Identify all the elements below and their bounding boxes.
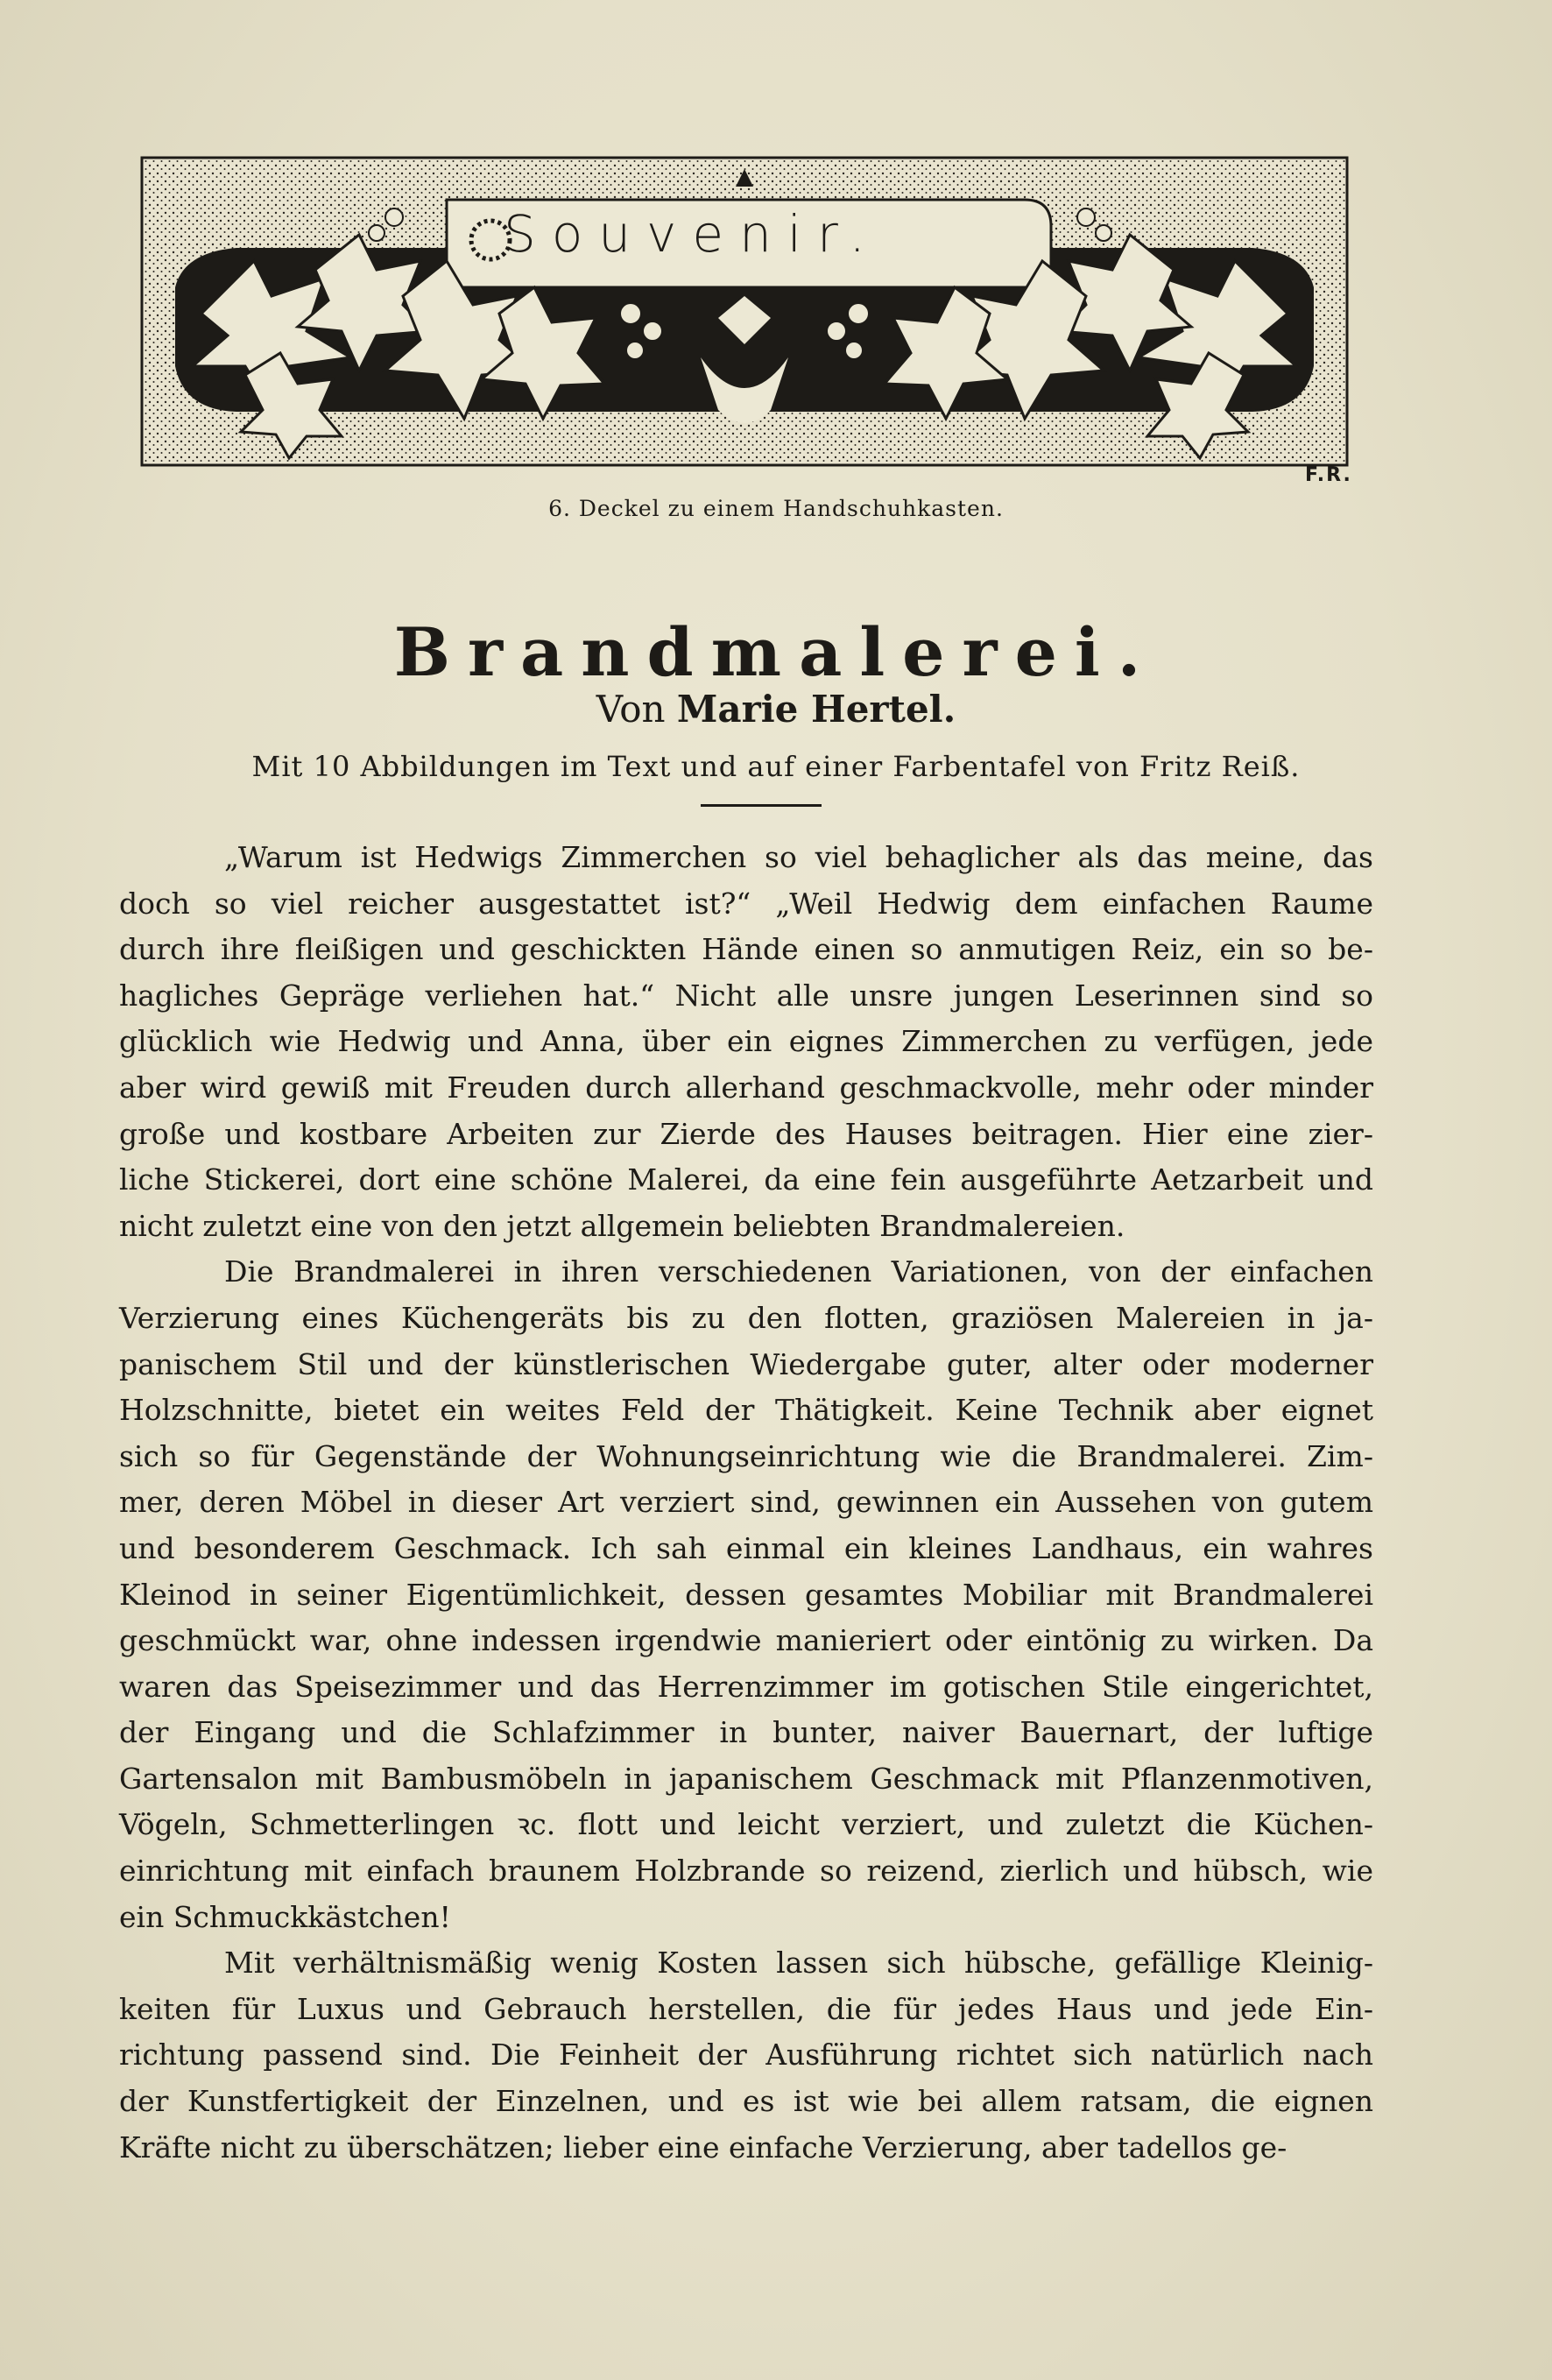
paragraph	[119, 835, 1373, 1249]
text-line: Die Brandmalerei in ihren verschiedenen Variationen, von der einfachen	[224, 1254, 1373, 1289]
text-line: waren das Speisezimmer und das Herrenzimmer im gotischen Stile eingerichtet,	[119, 1669, 1373, 1704]
figure-caption: 6. Deckel zu einem Handschuhkasten.	[548, 496, 1004, 521]
text-line: einrichtung mit einfach braunem Holzbrande so reizend, zierlich und hübsch, wie	[119, 1854, 1373, 1889]
text-line: der Kunstfertigkeit der Einzelnen, und es ist wie bei allem ratsam, die eignen	[119, 2084, 1373, 2119]
text-line: sich so für Gegenstände der Wohnungseinrichtung wie die Brandmalerei. Zim-	[119, 1438, 1373, 1473]
text-line: hagliches Gepräge verliehen hat.“ Nicht alle unsre jungen Leserinnen sind so	[119, 978, 1373, 1013]
text-line: und besonderem Geschmack. Ich sah einmal ein kleines Landhaus, ein wahres	[119, 1530, 1373, 1565]
text-line: nicht zuletzt eine von den jetzt allgemein beliebten Brandmalereien.	[119, 1208, 1125, 1243]
artist-signature: F.R.	[1305, 464, 1352, 486]
text-line: der Eingang und die Schlafzimmer in bunter, naiver Bauernart, der luftige	[119, 1715, 1373, 1750]
article-title: Brandmalerei.	[393, 613, 1159, 691]
text-line: Mit verhältnismäßig wenig Kosten lassen sich hübsche, gefällige Kleinig-	[224, 1946, 1373, 1981]
paragraph	[119, 1940, 1373, 2171]
divider-rule	[701, 804, 822, 807]
paragraph	[119, 1249, 1373, 1940]
article-byline	[0, 688, 1552, 731]
text-line: geschmückt war, ohne indessen irgendwie manieriert oder eintönig zu wirken. Da	[119, 1623, 1373, 1658]
article-body	[119, 835, 1373, 2171]
byline-prefix: Von	[596, 688, 666, 731]
author-name: Marie Hertel.	[676, 688, 956, 731]
text-line: große und kostbare Arbeiten zur Zierde des Hauses beitragen. Hier eine zier-	[119, 1116, 1373, 1151]
text-line: liche Stickerei, dort eine schöne Malerei, da eine fein ausgeführte Aetzarbeit und	[119, 1162, 1373, 1197]
text-line: keiten für Luxus und Gebrauch herstellen, die für jedes Haus und jede Ein-	[119, 1991, 1373, 2026]
text-line: Gartensalon mit Bambusmöbeln in japanischem Geschmack mit Pflanzenmotiven,	[119, 1761, 1373, 1796]
ornament-text: Souvenir.	[504, 204, 881, 264]
text-line: „Warum ist Hedwigs Zimmerchen so viel behaglicher als das meine, das	[224, 840, 1373, 874]
text-line: glücklich wie Hedwig und Anna, über ein eignes Zimmerchen zu verfügen, jede	[119, 1024, 1373, 1059]
text-line: Holzschnitte, bietet ein weites Feld der Thätigkeit. Keine Technik aber eignet	[119, 1393, 1373, 1428]
text-line: durch ihre fleißigen und geschickten Hände einen so anmutigen Reiz, ein so be-	[119, 932, 1373, 967]
text-line: richtung passend sind. Die Feinheit der Ausführung richtet sich natürlich nach	[119, 2037, 1373, 2073]
text-line: mer, deren Möbel in dieser Art verziert sind, gewinnen ein Aussehen von gutem	[119, 1485, 1373, 1520]
text-line: Vögeln, Schmetterlingen ꝛc. flott und leicht verziert, und zuletzt die Küchen-	[119, 1807, 1373, 1842]
ornament-figure	[140, 156, 1349, 467]
text-line: doch so viel reicher ausgestattet ist?“ „Weil Hedwig dem einfachen Raume	[119, 886, 1373, 921]
text-line: Kräfte nicht zu überschätzen; lieber eine einfache Verzierung, aber tadellos ge-	[119, 2129, 1287, 2165]
article-subtitle: Mit 10 Abbildungen im Text und auf einer Farbentafel von Fritz Reiß.	[251, 750, 1301, 783]
text-line: aber wird gewiß mit Freuden durch allerhand geschmackvolle, mehr oder minder	[119, 1070, 1373, 1105]
text-line: Verzierung eines Küchengeräts bis zu den flotten, graziösen Malereien in ja-	[119, 1300, 1373, 1335]
text-line: panischem Stil und der künstlerischen Wiedergabe guter, alter oder moderner	[119, 1346, 1373, 1381]
text-line: Kleinod in seiner Eigentümlichkeit, dessen gesamtes Mobiliar mit Brandmalerei	[119, 1577, 1373, 1612]
text-line: ein Schmuckkästchen!	[119, 1899, 451, 1934]
